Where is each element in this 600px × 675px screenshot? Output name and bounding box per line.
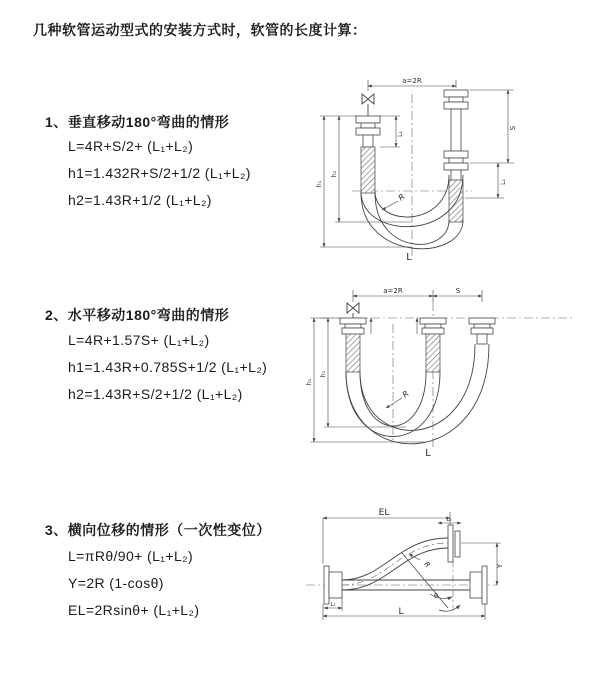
d1-dim-h1-label: h₁ [316,180,323,188]
d2-radius-label: R [400,389,411,400]
d1-radius-label: R [396,192,407,203]
d2-dim-h2-label: h₂ [320,370,327,378]
d1-dim-h2-label: h₂ [331,170,338,178]
d3-length-label: L [398,607,404,617]
d2-dim-s-label: S [455,287,461,295]
d2-length-label: L [425,448,431,458]
page-title: 几种软管运动型式的安装方式时，软管的长度计算： [33,22,367,38]
diagram-lateral-displacement [298,498,600,654]
section-3-heading: 3、横向位移的情形（一次性变位） [45,522,271,538]
valve-icon [347,303,359,318]
d1-dim-l2-label: L₂ [500,179,507,185]
d1-dim-a2r-label: a=2R [402,77,422,85]
section-2-formula-h1: h1=1.43R+0.785S+1/2 (L₁+L₂) [68,359,268,375]
d3-radius-label: R [422,560,432,570]
pipe-fittings [324,525,487,604]
section-3-formula-L: L=πRθ/90+ (L₁+L₂) [68,548,194,564]
diagram-horizontal-180-bend [306,282,593,458]
pipe-fittings [340,318,495,344]
d3-theta-label: θ [434,592,438,600]
dimension-lines [320,80,514,247]
dimension-lines [310,290,482,442]
hose-curves [346,344,489,444]
section-2-heading: 2、水平移动180°弯曲的情形 [45,307,230,323]
d3-dim-y-label: Y [496,563,504,569]
d3-dim-l2-label: L₂ [446,517,452,523]
section-3-formula-Y: Y=2R (1-cosθ) [68,575,164,591]
d3-dim-l1-label: L₁ [330,602,336,608]
section-1-heading: 1、垂直移动180°弯曲的情形 [45,114,230,130]
valve-icon [362,94,374,116]
section-2-formula-L: L=4R+1.57S+ (L₁+L₂) [68,332,210,348]
section-1-formula-h2: h2=1.43R+1/2 (L₁+L₂) [68,192,212,208]
d2-dim-a2r-label: a=2R [383,287,403,295]
section-1-formula-L: L=4R+S/2+ (L₁+L₂) [68,138,194,154]
section-2-formula-h2: h2=1.43R+S/2+1/2 (L₁+L₂) [68,386,243,402]
d1-length-label: L [406,252,412,262]
dimension-lines [323,512,501,620]
d1-dim-l1-label: L₁ [397,131,404,137]
d3-dim-el-label: EL [378,508,390,518]
section-1-formula-h1: h1=1.432R+S/2+1/2 (L₁+L₂) [68,165,251,181]
d1-dim-s-label: S [509,125,517,131]
diagram-vertical-180-bend [312,70,590,262]
section-3-formula-EL: EL=2Rsinθ+ (L₁+L₂) [68,602,200,618]
d2-dim-h1-label: h₁ [306,378,313,386]
